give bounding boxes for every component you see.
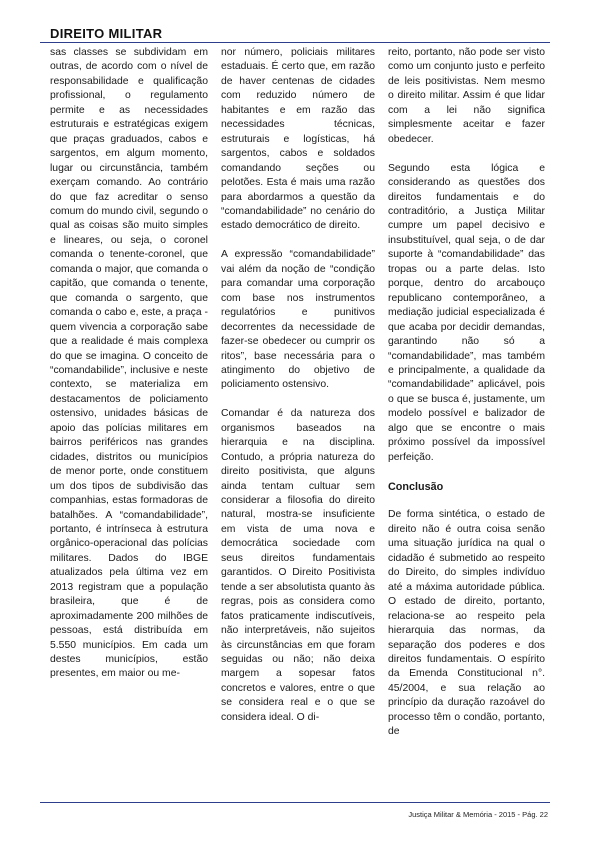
paragraph: Segundo esta lógica e considerando as questões dos direitos fundamentais e do contraditório, a Justiça Militar cumpre um papel decisivo e insubstituível, qual seja, o de dar suporte à “comandabilidade” das tropas ou a parte delas. Isto porque, dentro do arcabouço republicano contemporâneo, a mediação judicial especializada é que acaba por decidir demandas, garantindo não só a “comandabilidade”, mas também e principalmente, a qualidade da “comandabilidade” aplicável, pois o que se busca é, justamente, um modelo possível e balizador de algo que se encontre o mais próximo possível da impossível perfeição. [388,162,545,463]
text-column-3 [388,46,545,740]
footer-rule [40,802,550,803]
paragraph: reito, portanto, não pode ser visto como um conjunto justo e perfeito de leis positivistas. Nem mesmo o direito militar. Assim é que lidar com a lei não significa simplesmente aceitar e fazer obedecer. [388,47,545,145]
paragraph: nor número, policiais militares estaduais. É certo que, em razão de haver centenas de cidades com reduzido número de habitantes e em razão das necessidades técnicas, estruturais e logísticas, há sargentos, cabos e soldados comandando seções ou pelotões. Esta é mais uma razão para abordarmos a questão da “comandabilidade” no cenário do estado democrático de direito. [221,47,375,232]
paragraph: sas classes se subdividam em outras, de acordo com o nível de responsabilidade e qualificação profissional, o regulamento permite e as necessidades estruturais e estratégicas exigem que praças graduados, cabos e sargentos, em algum momento, lugar ou circunstância, também exerçam comando. Ao contrário do que faz acreditar o senso comum do mundo civil, segundo o qual as coisas são muito simples e lineares, ou seja, o coronel comanda o tenente-coronel, que comanda o major, que comanda o capitão, que comanda o tenente, que comanda o sargento, que comanda o cabo e, este, a praça - quem vivencia a corporação sabe que a realidade é mais complexa do que se imagina. O conceito de “comandabilide”, inclusive e neste contexto, se materializa em destacamentos de policiamento ostensivo, unidades básicas de apoio das polícias militares em bairros periféricos nas grandes cidades, distritos ou municípios de menor porte, onde constituem um dos tipos de subdivisão das companhias, estas formadoras de batalhões. A “comandabilidade”, portanto, é intrínseca à estrutura orgânico-operacional das polícias militares. Dados do IBGE atualizados pela última vez em 2013 registram que a população brasileira, que é de aproximadamente 200 milhões de pessoas, está distribuída em 5.550 municípios. Em cada um destes municípios, estão presentes, em maior ou me- [50,47,208,680]
page-header-title: DIREITO MILITAR [50,26,163,41]
text-column-2 [221,46,375,725]
paragraph: De forma sintética, o estado de direito não é outra coisa senão uma situação jurídica na qual o cidadão é submetido ao respeito do Direito, do simples indivíduo até a máxima autoridade pública. O estado de direito, portanto, relaciona-se ao respeito pela hierarquia das normas, da separação dos poderes e dos direitos fundamentais. O espírito da Emenda Constitucional n°. 45/2004, e sua relação ao princípio da duração razoável do processo têm o condão, portanto, de [388,509,545,738]
header-rule [40,42,550,43]
text-column-1 [50,46,208,682]
paragraph: A expressão “comandabilidade” vai além da noção de “condição para comandar uma corporação com base nos instrumentos regulatórios e punitivos decorrentes da necessidade de fazer-se obedecer ou cumprir os ritos”, base necessária para o atingimento do objetivo de policiamento ostensivo. [221,249,375,391]
section-heading: Conclusão [388,480,444,493]
page-footer: Justiça Militar & Memória - 2015 - Pág. 22 [408,810,548,819]
paragraph: Comandar é da natureza dos organismos baseados na hierarquia e na disciplina. Contudo, a própria natureza do direito positivista, que alguns ainda tentam cultuar sem considerar a filosofia do direito natural, mostra-se insuficiente em vista de uma nova e democrática sociedade com seus direitos fundamentais garantidos. O Direito Positivista tende a ser absolutista quanto às regras, pois as considera como fatos praticamente indiscutíveis, não interpretáveis, não sujeitos às circunstâncias em que foram seguidas ou não; não deixa margem a sopesar fatos concretos e valores, entre o que se considera real e o que se considera ideal. O di- [221,408,375,723]
